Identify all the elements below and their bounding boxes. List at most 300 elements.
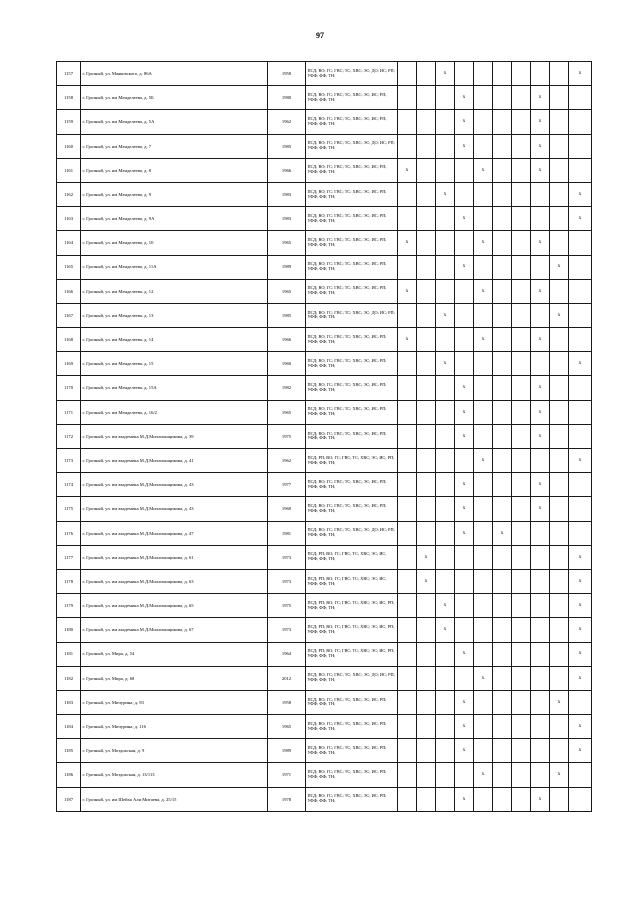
mark-cell <box>493 666 512 690</box>
mark-cell <box>512 400 531 424</box>
build-year-cell: 1965 <box>268 715 306 739</box>
mark-cell <box>550 545 569 569</box>
mark-cell <box>474 594 493 618</box>
mark-cell <box>398 521 417 545</box>
mark-cell <box>436 134 455 158</box>
row-number-cell: 1168 <box>57 328 81 352</box>
table-row <box>57 449 592 473</box>
mark-cell <box>569 424 592 448</box>
mark-cell <box>474 497 493 521</box>
mark-cell <box>417 182 436 206</box>
address-cell: г. Грозный, ул. им Менделеева, д. 15А <box>81 376 268 400</box>
mark-cell <box>512 62 531 86</box>
mark-cell <box>436 715 455 739</box>
address-cell: г. Грозный, ул. им академика М.Д.Миллионщикова, д. 65 <box>81 594 268 618</box>
build-year-cell: 1973 <box>268 569 306 593</box>
works-list-cell: ПСД; ВО; ГС; ГВС; ТС; ХВС; ЭС; ДО; ИС; РП; УФФ; ФФ; ТН; <box>306 521 398 545</box>
works-list-cell: ПСД; ВО; ГС; ГВС; ТС; ХВС; ЭС; ИС; РП; УФФ; ФФ; ТН; <box>306 763 398 787</box>
address-cell: г. Грозный, ул. Маяковского, д. 86А <box>81 62 268 86</box>
address-cell: г. Грозный, ул. Мичурина, д. 93 <box>81 690 268 714</box>
mark-cell: x <box>569 545 592 569</box>
table-row <box>57 62 592 86</box>
mark-cell <box>474 182 493 206</box>
mark-cell <box>474 400 493 424</box>
mark-cell <box>436 400 455 424</box>
address-cell: г. Грозный, ул. Моздокская, д. 13/113 <box>81 763 268 787</box>
mark-cell: x <box>436 618 455 642</box>
works-list-cell: ПСД; ВО; ГС; ГВС; ТС; ХВС; ЭС; ИС; РП; УФФ; ФФ; ТН; <box>306 473 398 497</box>
mark-cell <box>512 787 531 811</box>
mark-cell <box>512 473 531 497</box>
works-list-cell: ПСД; ВО; ГС; ГВС; ТС; ХВС; ЭС; ДО; ИС; РП; УФФ; ФФ; ТН; <box>306 303 398 327</box>
table-row <box>57 666 592 690</box>
build-year-cell: 1960 <box>268 497 306 521</box>
mark-cell <box>531 763 550 787</box>
mark-cell: x <box>550 255 569 279</box>
row-number-cell: 1159 <box>57 110 81 134</box>
mark-cell <box>569 473 592 497</box>
mark-cell <box>474 690 493 714</box>
mark-cell <box>398 690 417 714</box>
mark-cell <box>436 569 455 593</box>
mark-cell <box>398 255 417 279</box>
build-year-cell: 1973 <box>268 618 306 642</box>
works-list-cell: ПСД; РП; ВО; ГС; ГВС; ТС; ХВС; ЭС; ИС; УФФ; ФФ; ТН; <box>306 545 398 569</box>
mark-cell <box>493 690 512 714</box>
mark-cell <box>569 255 592 279</box>
row-number-cell: 1158 <box>57 86 81 110</box>
mark-cell <box>550 279 569 303</box>
row-number-cell: 1161 <box>57 158 81 182</box>
table-row <box>57 134 592 158</box>
mark-cell <box>474 473 493 497</box>
mark-cell <box>550 424 569 448</box>
mark-cell <box>398 376 417 400</box>
mark-cell <box>512 158 531 182</box>
address-cell: г. Грозный, ул. им Менделеева, д. 7 <box>81 134 268 158</box>
mark-cell <box>474 521 493 545</box>
mark-cell <box>398 449 417 473</box>
build-year-cell: 1989 <box>268 255 306 279</box>
address-cell: г. Грозный, ул. им академика М.Д.Миллионщикова, д. 41 <box>81 449 268 473</box>
address-cell: г. Грозный, ул. им Менделеева, д. 9А <box>81 207 268 231</box>
address-cell: г. Грозный, ул. им Менделеева, д. 5Б <box>81 86 268 110</box>
mark-cell <box>455 449 474 473</box>
mark-cell <box>493 110 512 134</box>
mark-cell: x <box>455 424 474 448</box>
mark-cell <box>569 763 592 787</box>
works-list-cell: ПСД; ВО; ГС; ГВС; ТС; ХВС; ЭС; ИС; РП; УФФ; ФФ; ТН; <box>306 787 398 811</box>
mark-cell <box>531 594 550 618</box>
mark-cell <box>550 134 569 158</box>
mark-cell <box>569 86 592 110</box>
mark-cell: x <box>455 473 474 497</box>
mark-cell: x <box>569 182 592 206</box>
build-year-cell: 1975 <box>268 424 306 448</box>
build-year-cell: 1985 <box>268 303 306 327</box>
works-list-cell: ПСД; ВО; ГС; ГВС; ТС; ХВС; ЭС; ИС; РП; УФФ; ФФ; ТН; <box>306 400 398 424</box>
mark-cell <box>417 787 436 811</box>
mark-cell <box>436 739 455 763</box>
table-row <box>57 497 592 521</box>
mark-cell <box>493 400 512 424</box>
mark-cell <box>493 473 512 497</box>
works-list-cell: ПСД; ВО; ГС; ГВС; ТС; ХВС; ЭС; ИС; РП; УФФ; ФФ; ТН; <box>306 279 398 303</box>
mark-cell <box>512 376 531 400</box>
mark-cell: x <box>531 110 550 134</box>
mark-cell <box>474 110 493 134</box>
mark-cell: x <box>531 279 550 303</box>
mark-cell <box>512 86 531 110</box>
mark-cell <box>569 521 592 545</box>
mark-cell <box>512 110 531 134</box>
build-year-cell: 1978 <box>268 787 306 811</box>
mark-cell <box>550 352 569 376</box>
mark-cell <box>474 62 493 86</box>
mark-cell <box>550 497 569 521</box>
mark-cell <box>417 255 436 279</box>
mark-cell <box>436 545 455 569</box>
mark-cell: x <box>493 521 512 545</box>
table-row <box>57 158 592 182</box>
row-number-cell: 1166 <box>57 279 81 303</box>
mark-cell <box>417 303 436 327</box>
row-number-cell: 1163 <box>57 207 81 231</box>
mark-cell: x <box>569 715 592 739</box>
mark-cell <box>436 207 455 231</box>
mark-cell <box>512 739 531 763</box>
address-cell: г. Грозный, ул. им Менделеева, д. 10 <box>81 231 268 255</box>
mark-cell <box>398 569 417 593</box>
table-row <box>57 690 592 714</box>
mark-cell <box>398 545 417 569</box>
mark-cell <box>512 182 531 206</box>
works-list-cell: ПСД; ВО; ГС; ГВС; ТС; ХВС; ЭС; ИС; РП; УФФ; ФФ; ТН; <box>306 86 398 110</box>
mark-cell <box>417 328 436 352</box>
mark-cell <box>512 231 531 255</box>
table-row <box>57 86 592 110</box>
address-cell: г. Грозный, ул. Мира, д. 68 <box>81 666 268 690</box>
address-cell: г. Грозный, ул. им академика М.Д.Миллионщикова, д. 43 <box>81 497 268 521</box>
address-cell: г. Грозный, ул. Мира, д. 54 <box>81 642 268 666</box>
mark-cell: x <box>455 255 474 279</box>
mark-cell <box>436 424 455 448</box>
mark-cell <box>493 182 512 206</box>
mark-cell <box>493 134 512 158</box>
works-list-cell: ПСД; ВО; ГС; ГВС; ТС; ХВС; ЭС; ИС; РП; УФФ; ФФ; ТН; <box>306 497 398 521</box>
address-cell: г. Грозный, ул. им Менделеева, д. 8 <box>81 158 268 182</box>
works-list-cell: ПСД; ВО; ГС; ГВС; ТС; ХВС; ЭС; ИС; РП; УФФ; ФФ; ТН; <box>306 158 398 182</box>
build-year-cell: 1965 <box>268 231 306 255</box>
mark-cell <box>550 666 569 690</box>
mark-cell <box>455 666 474 690</box>
row-number-cell: 1182 <box>57 666 81 690</box>
mark-cell <box>493 328 512 352</box>
mark-cell: x <box>474 328 493 352</box>
mark-cell <box>398 497 417 521</box>
mark-cell: x <box>569 642 592 666</box>
mark-cell <box>493 642 512 666</box>
mark-cell <box>398 739 417 763</box>
mark-cell <box>493 303 512 327</box>
mark-cell <box>531 545 550 569</box>
mark-cell: x <box>455 497 474 521</box>
mark-cell: x <box>474 449 493 473</box>
mark-cell <box>398 110 417 134</box>
mark-cell: x <box>531 158 550 182</box>
mark-cell <box>493 545 512 569</box>
mark-cell <box>493 86 512 110</box>
mark-cell <box>512 449 531 473</box>
table-row <box>57 255 592 279</box>
build-year-cell: 1962 <box>268 110 306 134</box>
mark-cell <box>493 231 512 255</box>
row-number-cell: 1179 <box>57 594 81 618</box>
mark-cell <box>493 449 512 473</box>
mark-cell <box>493 739 512 763</box>
build-year-cell: 1975 <box>268 594 306 618</box>
row-number-cell: 1185 <box>57 739 81 763</box>
works-list-cell: ПСД; РП; ВО; ГС; ГВС; ТС; ХВС; ЭС; ИС; РП; УФФ; ФФ; ТН; <box>306 449 398 473</box>
mark-cell <box>474 618 493 642</box>
works-list-cell: ПСД; ВО; ГС; ГВС; ТС; ХВС; ЭС; ИС; РП; УФФ; ФФ; ТН; <box>306 715 398 739</box>
mark-cell <box>512 255 531 279</box>
mark-cell <box>417 739 436 763</box>
mark-cell <box>417 594 436 618</box>
address-cell: г. Грозный, ул. им Менделеева, д. 12 <box>81 279 268 303</box>
mark-cell <box>512 763 531 787</box>
mark-cell <box>398 787 417 811</box>
mark-cell: x <box>531 400 550 424</box>
mark-cell <box>417 86 436 110</box>
build-year-cell: 1962 <box>268 449 306 473</box>
mark-cell <box>474 255 493 279</box>
mark-cell: x <box>569 352 592 376</box>
mark-cell <box>436 86 455 110</box>
mark-cell: x <box>455 376 474 400</box>
mark-cell <box>512 521 531 545</box>
mark-cell: x <box>474 666 493 690</box>
mark-cell <box>531 739 550 763</box>
row-number-cell: 1186 <box>57 763 81 787</box>
mark-cell <box>512 328 531 352</box>
mark-cell <box>436 763 455 787</box>
mark-cell <box>550 328 569 352</box>
mark-cell <box>417 497 436 521</box>
mark-cell <box>474 86 493 110</box>
table-row <box>57 279 592 303</box>
mark-cell: x <box>531 424 550 448</box>
row-number-cell: 1170 <box>57 376 81 400</box>
build-year-cell: 1977 <box>268 473 306 497</box>
mark-cell <box>455 328 474 352</box>
mark-cell <box>531 618 550 642</box>
mark-cell <box>398 424 417 448</box>
mark-cell: x <box>531 497 550 521</box>
mark-cell <box>417 424 436 448</box>
table-row <box>57 110 592 134</box>
mark-cell <box>398 62 417 86</box>
mark-cell <box>550 594 569 618</box>
works-list-cell: ПСД; ВО; ГС; ГВС; ТС; ХВС; ЭС; ИС; РП; УФФ; ФФ; ТН; <box>306 690 398 714</box>
mark-cell <box>455 618 474 642</box>
mark-cell <box>474 376 493 400</box>
mark-cell <box>512 207 531 231</box>
mark-cell: x <box>436 62 455 86</box>
build-year-cell: 1965 <box>268 400 306 424</box>
table-row <box>57 303 592 327</box>
mark-cell <box>436 690 455 714</box>
mark-cell: x <box>531 328 550 352</box>
mark-cell <box>417 521 436 545</box>
housing-register-table <box>56 61 592 812</box>
table-row <box>57 763 592 787</box>
works-list-cell: ПСД; ВО; ГС; ГВС; ТС; ХВС; ЭС; ИС; РП; УФФ; ФФ; ТН; <box>306 110 398 134</box>
build-year-cell: 1980 <box>268 86 306 110</box>
mark-cell <box>493 207 512 231</box>
table-row <box>57 400 592 424</box>
address-cell: г. Грозный, ул. им Менделеева, д. 16/2 <box>81 400 268 424</box>
mark-cell <box>455 545 474 569</box>
row-number-cell: 1180 <box>57 618 81 642</box>
mark-cell <box>531 666 550 690</box>
mark-cell <box>455 763 474 787</box>
mark-cell: x <box>417 545 436 569</box>
address-cell: г. Грозный, ул. им Менделеева, д. 5А <box>81 110 268 134</box>
mark-cell <box>474 352 493 376</box>
mark-cell <box>512 666 531 690</box>
row-number-cell: 1181 <box>57 642 81 666</box>
mark-cell: x <box>569 207 592 231</box>
mark-cell: x <box>474 158 493 182</box>
mark-cell <box>417 449 436 473</box>
table-row <box>57 715 592 739</box>
mark-cell <box>512 594 531 618</box>
mark-cell: x <box>550 303 569 327</box>
mark-cell <box>550 642 569 666</box>
mark-cell <box>550 400 569 424</box>
mark-cell <box>531 521 550 545</box>
mark-cell <box>398 86 417 110</box>
mark-cell <box>569 328 592 352</box>
mark-cell <box>493 497 512 521</box>
mark-cell: x <box>455 86 474 110</box>
mark-cell <box>531 182 550 206</box>
mark-cell <box>417 763 436 787</box>
mark-cell <box>398 473 417 497</box>
mark-cell: x <box>398 231 417 255</box>
address-cell: г. Грозный, ул. им академика М.Д.Миллионщикова, д. 47 <box>81 521 268 545</box>
build-year-cell: 1989 <box>268 739 306 763</box>
address-cell: г. Грозный, ул. им академика М.Д.Миллионщикова, д. 67 <box>81 618 268 642</box>
mark-cell <box>550 231 569 255</box>
mark-cell <box>417 642 436 666</box>
row-number-cell: 1173 <box>57 449 81 473</box>
mark-cell: x <box>531 787 550 811</box>
table-row <box>57 521 592 545</box>
mark-cell <box>436 110 455 134</box>
mark-cell <box>474 424 493 448</box>
mark-cell <box>531 62 550 86</box>
mark-cell <box>417 62 436 86</box>
mark-cell <box>455 352 474 376</box>
build-year-cell: 1985 <box>268 134 306 158</box>
mark-cell <box>436 376 455 400</box>
mark-cell <box>398 715 417 739</box>
mark-cell <box>474 303 493 327</box>
build-year-cell: 1982 <box>268 376 306 400</box>
works-list-cell: ПСД; ВО; ГС; ГВС; ТС; ХВС; ЭС; ДО; ИС; РП; УФФ; ФФ; ТН; <box>306 134 398 158</box>
mark-cell: x <box>474 231 493 255</box>
mark-cell <box>493 787 512 811</box>
mark-cell: x <box>398 328 417 352</box>
mark-cell <box>512 545 531 569</box>
mark-cell <box>550 715 569 739</box>
mark-cell: x <box>417 569 436 593</box>
mark-cell: x <box>455 690 474 714</box>
mark-cell <box>398 303 417 327</box>
mark-cell <box>512 642 531 666</box>
mark-cell <box>474 715 493 739</box>
mark-cell <box>550 62 569 86</box>
mark-cell <box>569 303 592 327</box>
mark-cell: x <box>455 787 474 811</box>
mark-cell: x <box>436 594 455 618</box>
mark-cell <box>417 690 436 714</box>
mark-cell: x <box>474 763 493 787</box>
mark-cell <box>531 642 550 666</box>
mark-cell <box>417 110 436 134</box>
mark-cell <box>512 424 531 448</box>
mark-cell <box>569 134 592 158</box>
mark-cell <box>455 182 474 206</box>
mark-cell <box>493 594 512 618</box>
table-row <box>57 473 592 497</box>
mark-cell <box>550 521 569 545</box>
works-list-cell: ПСД; ВО; ГС; ГВС; ТС; ХВС; ЭС; ИС; РП; УФФ; ФФ; ТН; <box>306 352 398 376</box>
works-list-cell: ПСД; РП; ВО; ГС; ГВС; ТС; ХВС; ЭС; ИС; УФФ; ФФ; ТН; <box>306 569 398 593</box>
mark-cell <box>531 715 550 739</box>
mark-cell <box>550 158 569 182</box>
table-row <box>57 642 592 666</box>
mark-cell <box>550 618 569 642</box>
works-list-cell: ПСД; ВО; ГС; ГВС; ТС; ХВС; ЭС; ИС; РП; УФФ; ФФ; ТН; <box>306 376 398 400</box>
build-year-cell: 1973 <box>268 545 306 569</box>
row-number-cell: 1177 <box>57 545 81 569</box>
mark-cell: x <box>398 279 417 303</box>
mark-cell <box>531 569 550 593</box>
build-year-cell: 1958 <box>268 690 306 714</box>
works-list-cell: ПСД; ВО; ГС; ГВС; ТС; ХВС; ЭС; ИС; РП; УФФ; ФФ; ТН; <box>306 182 398 206</box>
mark-cell <box>398 134 417 158</box>
mark-cell <box>550 182 569 206</box>
mark-cell: x <box>569 594 592 618</box>
mark-cell: x <box>398 158 417 182</box>
mark-cell <box>474 569 493 593</box>
mark-cell <box>417 207 436 231</box>
mark-cell <box>455 303 474 327</box>
build-year-cell: 1971 <box>268 763 306 787</box>
mark-cell <box>417 279 436 303</box>
mark-cell <box>493 352 512 376</box>
mark-cell: x <box>569 618 592 642</box>
works-list-cell: ПСД; РП; ВО; ГС; ГВС; ТС; ХВС; ЭС; ИС; РП; УФФ; ФФ; ТН; <box>306 642 398 666</box>
mark-cell <box>512 352 531 376</box>
mark-cell <box>398 618 417 642</box>
table-row <box>57 569 592 593</box>
row-number-cell: 1178 <box>57 569 81 593</box>
build-year-cell: 1965 <box>268 279 306 303</box>
